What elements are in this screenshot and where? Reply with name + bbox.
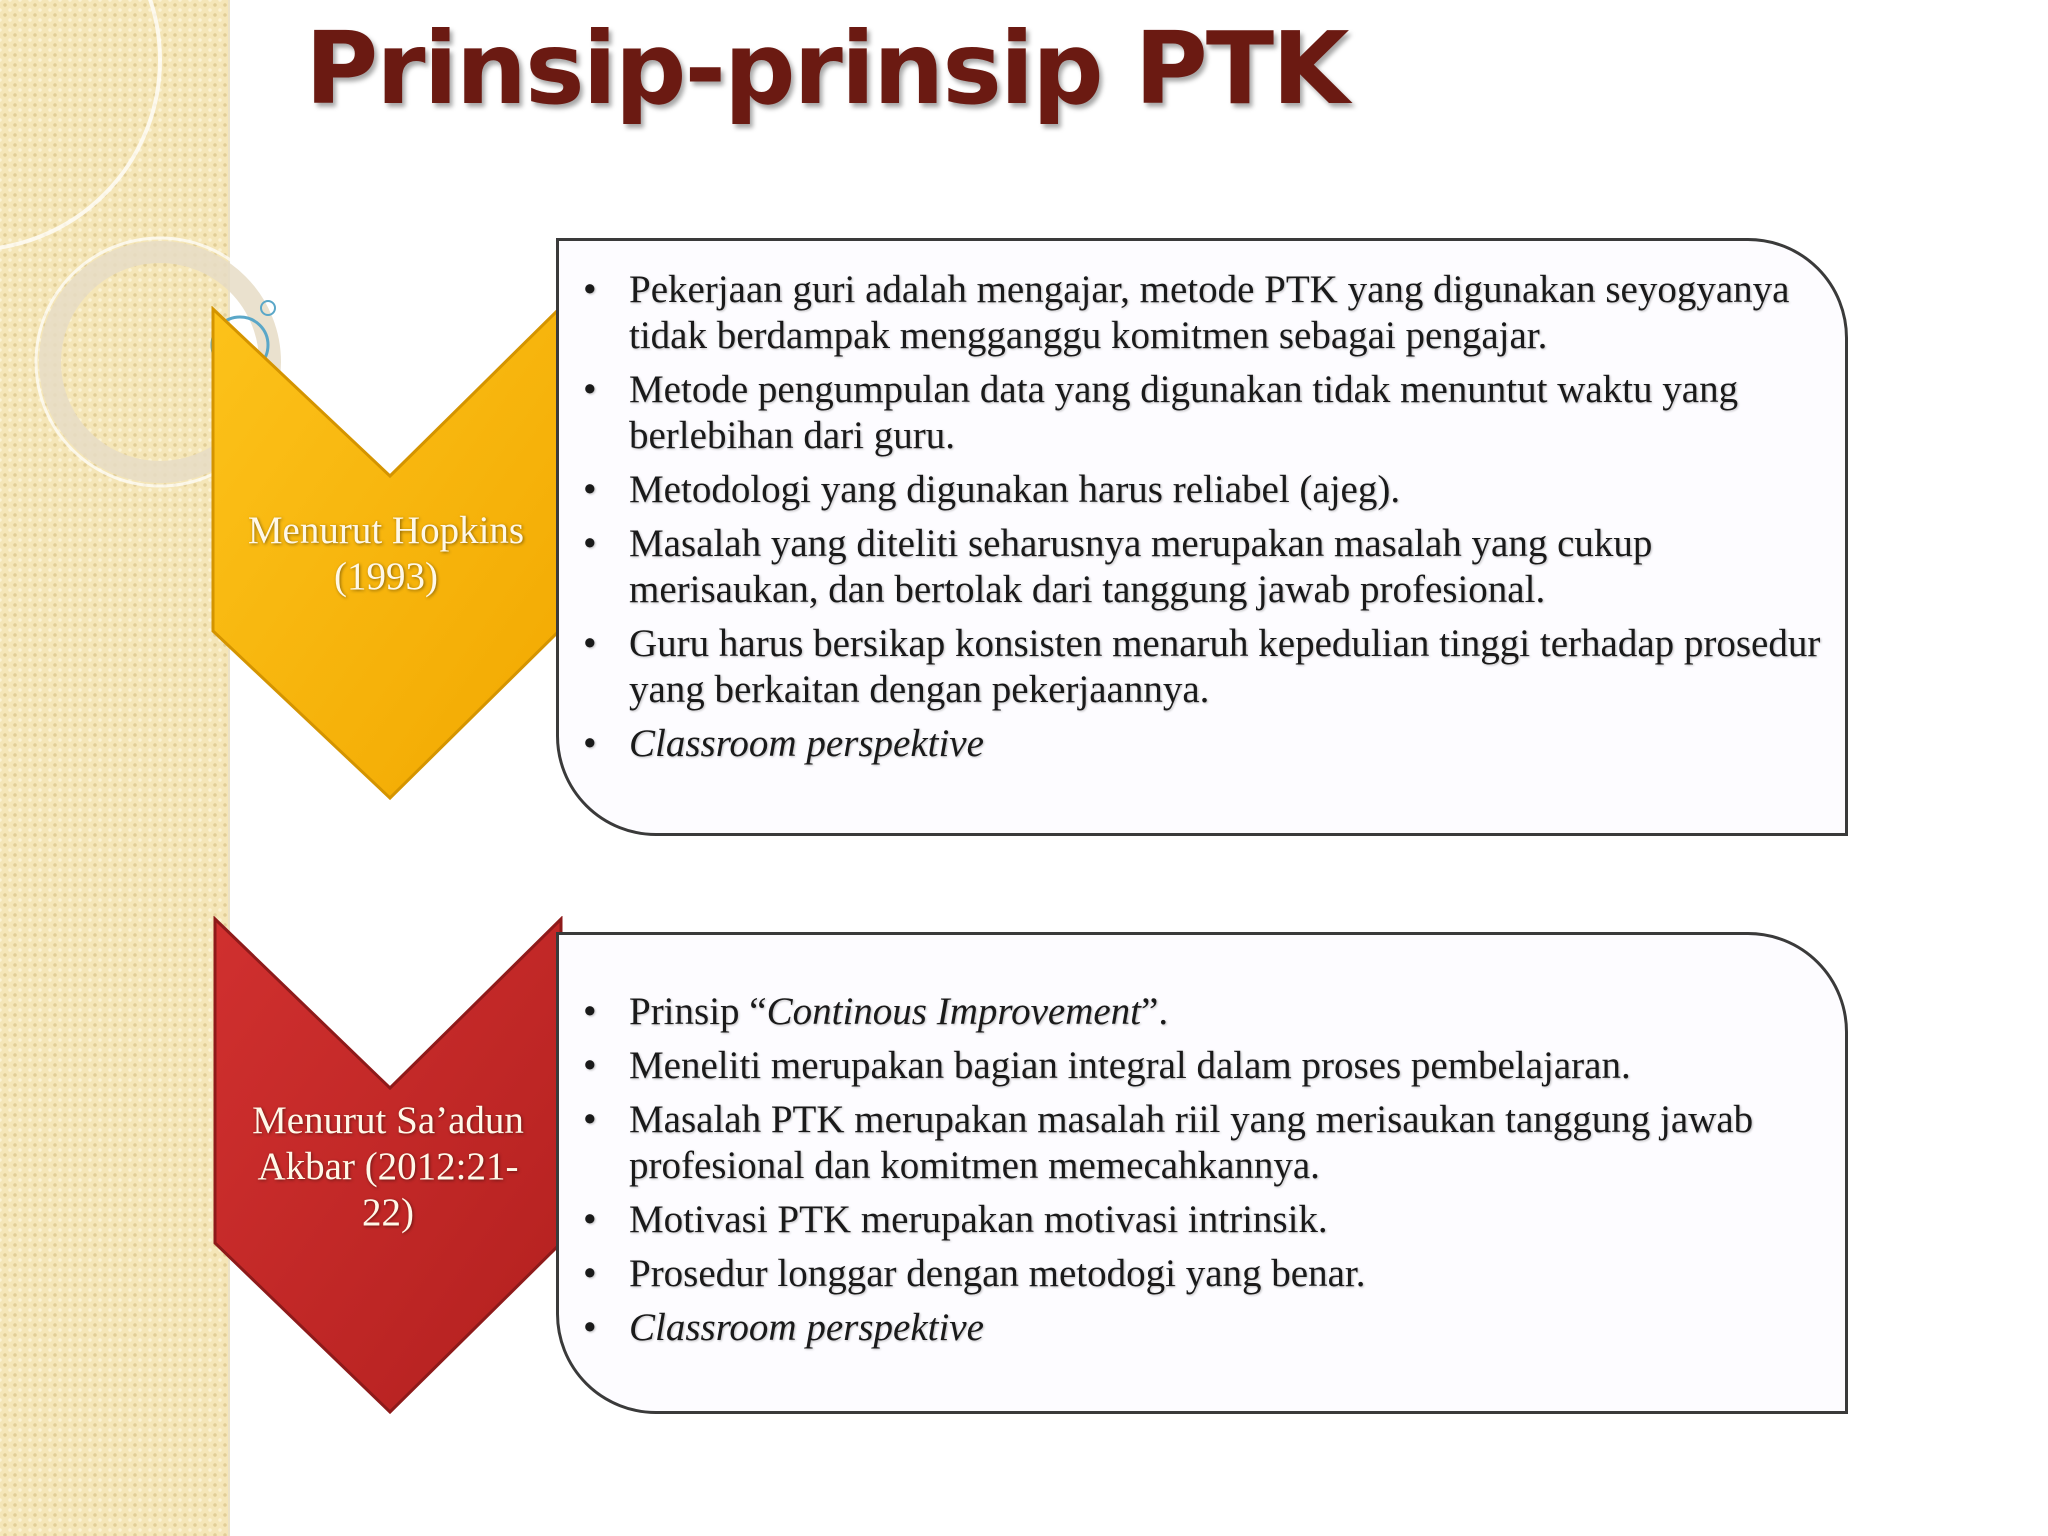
list-item — [583, 1305, 1825, 1351]
chevron-label — [212, 1098, 564, 1236]
item-text: Metodologi yang digunakan harus reliabel (ajeg). — [629, 468, 1401, 511]
chevron-label — [210, 508, 562, 600]
bullet-list — [583, 989, 1825, 1359]
list-item — [583, 367, 1825, 459]
item-text: Classroom perspektive — [629, 722, 984, 765]
bullet-icon: • — [583, 522, 597, 565]
chevron-hopkins — [210, 306, 562, 802]
bullet-list — [583, 267, 1825, 775]
list-item — [583, 467, 1825, 513]
item-text-emphasis: Continous Improvement — [766, 990, 1142, 1033]
item-text: Pekerjaan guri adalah mengajar, metode PTK yang digunakan seyogyanya tidak berdampak mengganggu komitmen sebagai pengajar. — [629, 268, 1790, 357]
chevron-saadun-akbar — [212, 916, 564, 1416]
item-text: Guru harus bersikap konsisten menaruh kepedulian tinggi terhadap prosedur yang berkaitan dengan pekerjaannya. — [629, 622, 1821, 711]
content-box-saadun-akbar — [556, 932, 1848, 1414]
label-line: Menurut Hopkins — [247, 509, 525, 552]
bullet-icon: • — [583, 1044, 597, 1087]
item-text: Meneliti merupakan bagian integral dalam proses pembelajaran. — [629, 1044, 1631, 1087]
bullet-icon: • — [583, 368, 597, 411]
list-item — [583, 1251, 1825, 1297]
list-item — [583, 267, 1825, 359]
list-item — [583, 721, 1825, 767]
label-line: Menurut Sa’adun — [252, 1099, 524, 1142]
content-box-hopkins — [556, 238, 1848, 836]
bullet-icon: • — [583, 268, 597, 311]
item-text: Metode pengumpulan data yang digunakan tidak menuntut waktu yang berlebihan dari guru. — [629, 368, 1739, 457]
item-text: Masalah PTK merupakan masalah riil yang merisaukan tanggung jawab profesional dan komitmen memecahkannya. — [629, 1098, 1754, 1187]
list-item — [583, 1097, 1825, 1189]
item-text: Classroom perspektive — [629, 1306, 984, 1349]
item-text-suffix: ”. — [1141, 990, 1169, 1033]
slide-title: Prinsip-prinsip PTK — [305, 10, 1348, 127]
label-line: (1993) — [334, 555, 438, 598]
item-text: Masalah yang diteliti seharusnya merupakan masalah yang cukup merisaukan, dan bertolak dari tanggung jawab profesional. — [629, 522, 1653, 611]
item-text: Motivasi PTK merupakan motivasi intrinsik. — [629, 1198, 1328, 1241]
list-item — [583, 1197, 1825, 1243]
bullet-icon: • — [583, 1098, 597, 1141]
item-text: Prosedur longgar dengan metodogi yang benar. — [629, 1252, 1366, 1295]
bullet-icon: • — [583, 1198, 597, 1241]
label-line: Akbar (2012:21- — [257, 1145, 519, 1188]
bullet-icon: • — [583, 990, 597, 1033]
label-line: 22) — [362, 1191, 414, 1234]
list-item — [583, 621, 1825, 713]
bullet-icon: • — [583, 722, 597, 765]
list-item — [583, 521, 1825, 613]
list-item — [583, 1043, 1825, 1089]
list-item — [583, 989, 1825, 1035]
bullet-icon: • — [583, 1252, 597, 1295]
bullet-icon: • — [583, 622, 597, 665]
bullet-icon: • — [583, 1306, 597, 1349]
item-text-prefix: Prinsip “ — [629, 990, 767, 1033]
bullet-icon: • — [583, 468, 597, 511]
